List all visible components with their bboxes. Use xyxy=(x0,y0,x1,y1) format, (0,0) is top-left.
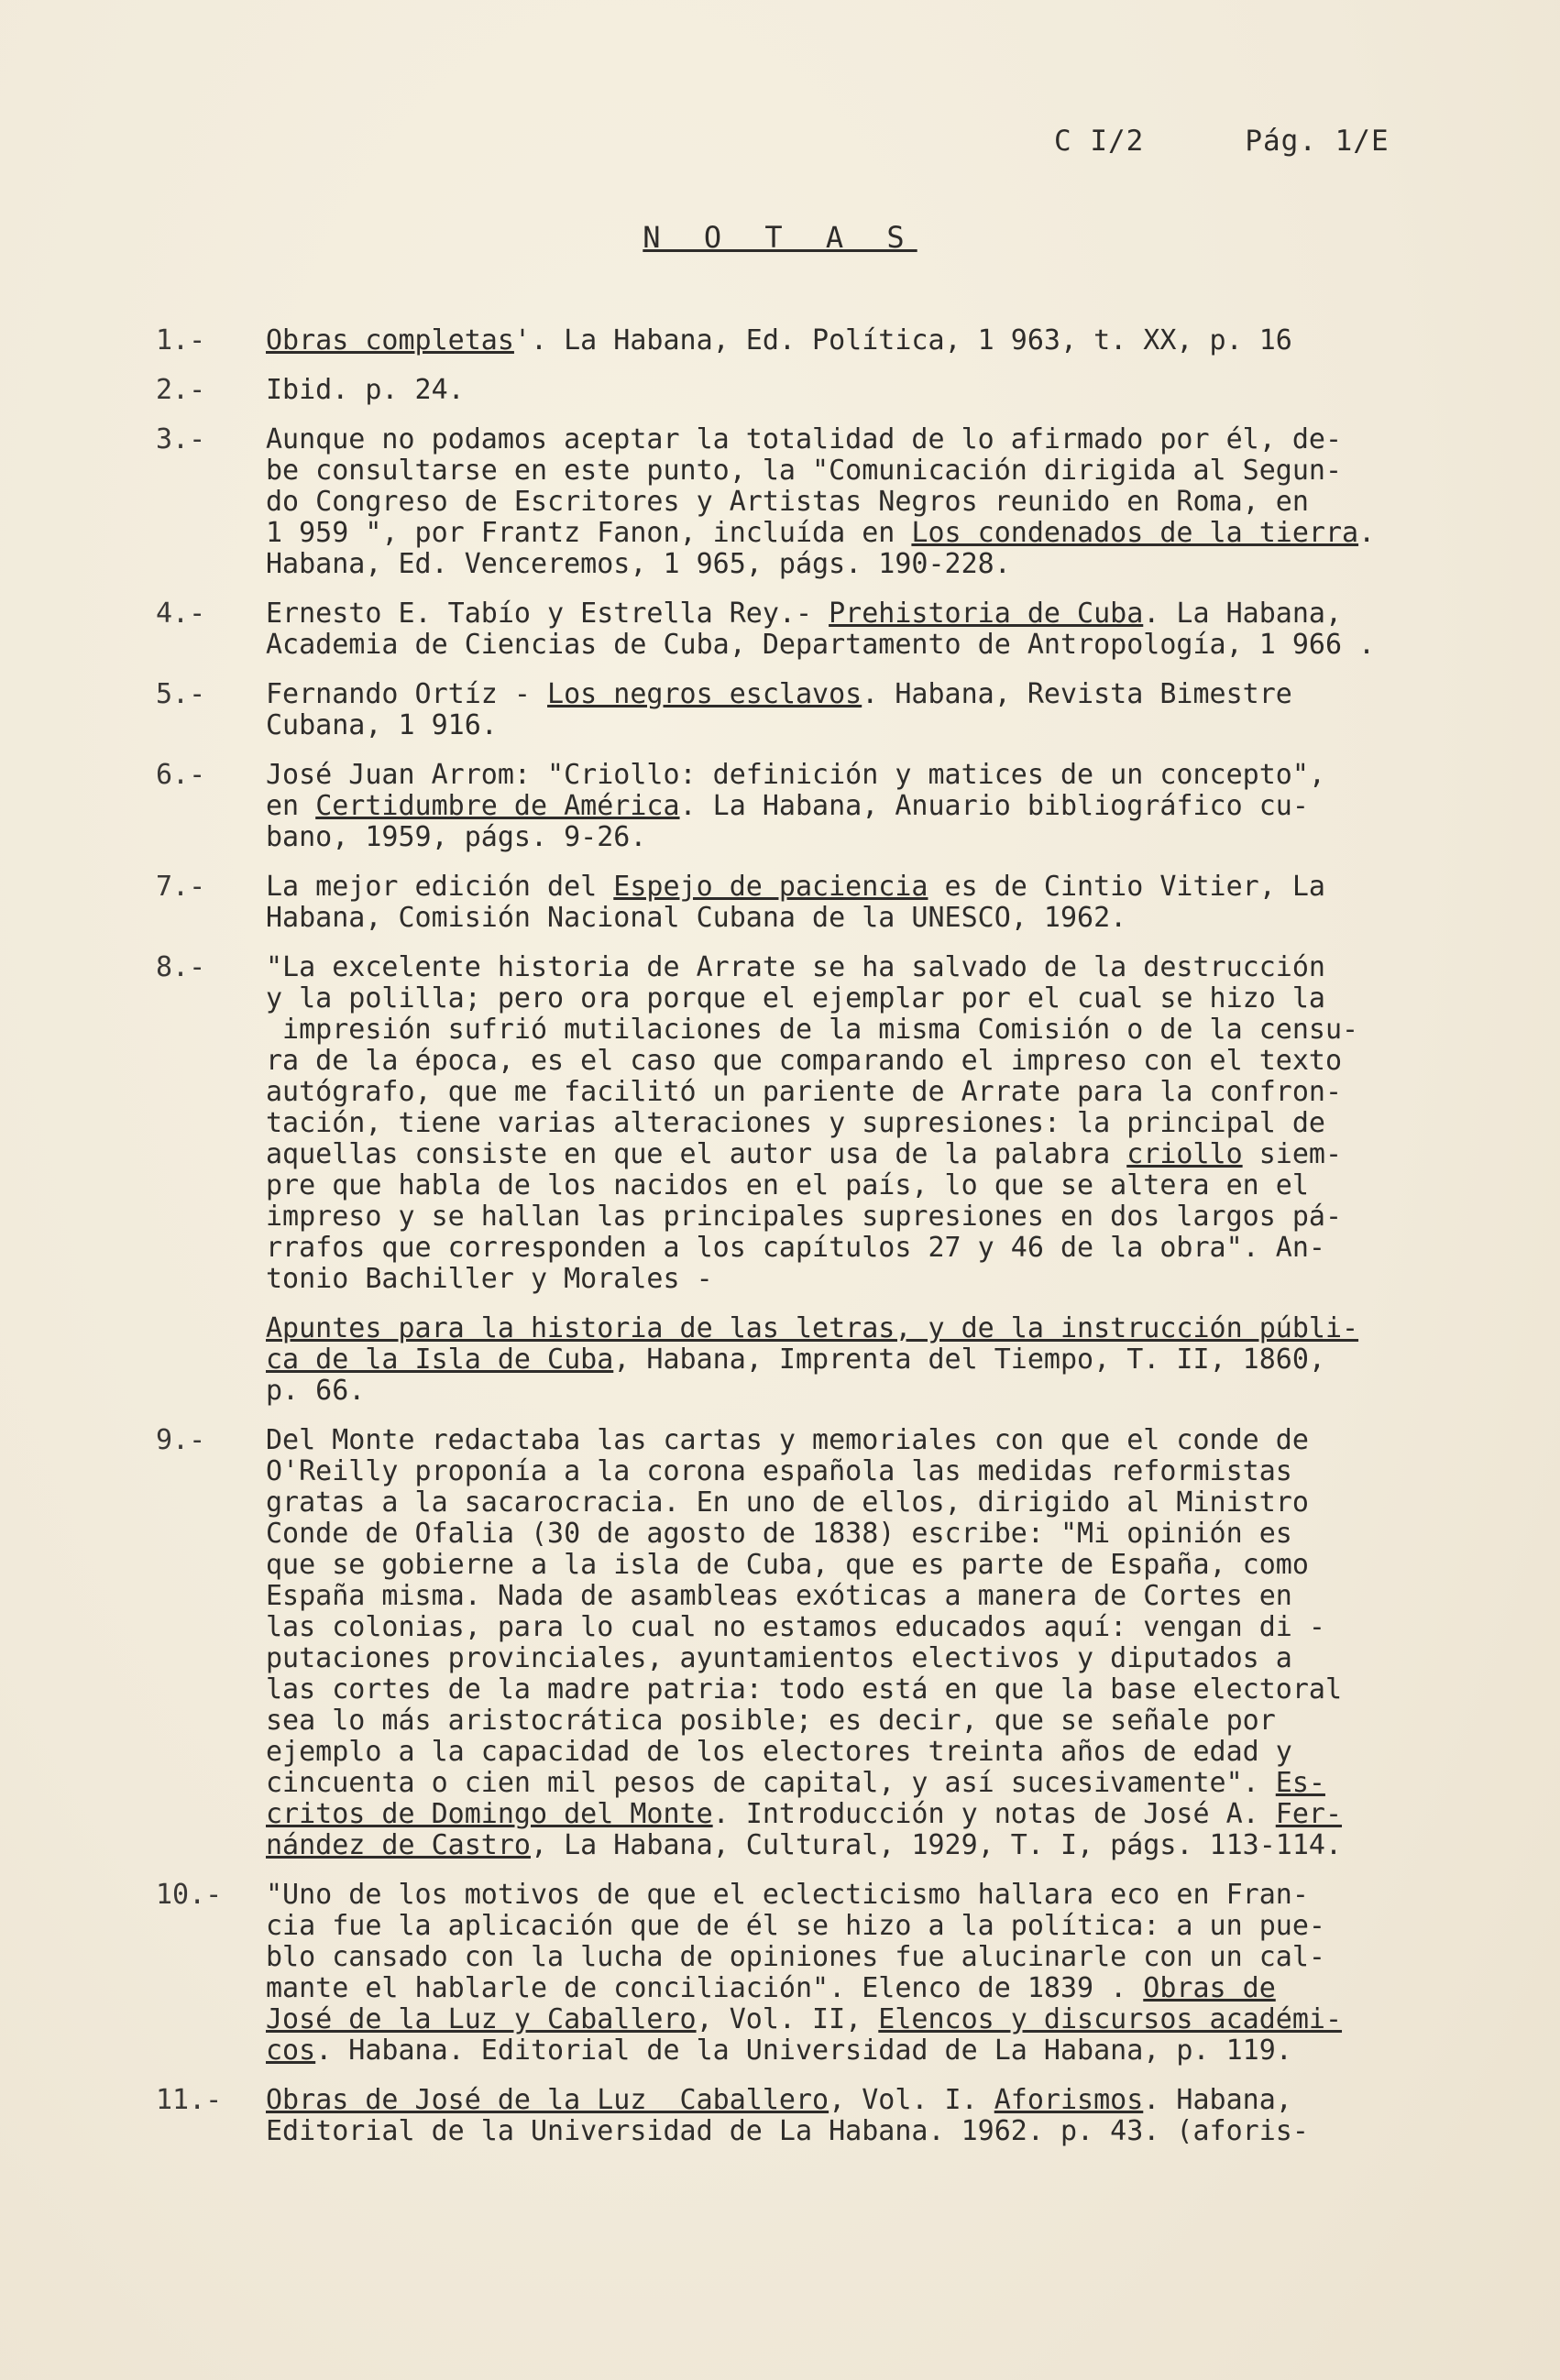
note-line xyxy=(266,760,1503,791)
underlined-title: critos de Domingo del Monte xyxy=(266,1798,713,1830)
note-item xyxy=(156,325,1512,356)
note-text: . La Habana, Anuario bibliográfico cu- xyxy=(679,790,1309,822)
note-line xyxy=(266,1880,1503,1911)
note-item xyxy=(156,1880,1512,2067)
underlined-title: Es- xyxy=(1275,1767,1325,1799)
note-text: cia fue la aplicación que de él se hizo a la política: a un pue- xyxy=(266,1910,1325,1942)
note-text: . Habana, xyxy=(1143,2084,1292,2116)
note-text: es de Cintio Vitier, La xyxy=(928,871,1325,903)
note-text: siem- xyxy=(1242,1138,1343,1170)
note-number: 6.- xyxy=(156,759,206,791)
note-text: impreso y se hallan las principales supresiones en dos largos pá- xyxy=(266,1201,1342,1233)
note-line xyxy=(266,1425,1503,1456)
page-header xyxy=(1054,125,1390,158)
note-line xyxy=(266,455,1503,487)
note-text: La mejor edición del xyxy=(266,871,614,903)
note-text: . Habana, Revista Bimestre xyxy=(862,678,1292,710)
note-text: rrafos que corresponden a los capítulos 27 y 46 de la obra". An- xyxy=(266,1232,1325,1264)
note-text: ejemplo a la capacidad de los electores treinta años de edad y xyxy=(266,1736,1292,1768)
note-text: autógrafo, que me facilitó un pariente de Arrate para la confron- xyxy=(266,1076,1342,1108)
note-item xyxy=(156,375,1512,406)
note-text: putaciones provinciales, ayuntamientos electivos y diputados a xyxy=(266,1642,1292,1674)
document-code: C I/2 xyxy=(1054,125,1145,158)
note-text: bano, 1959, págs. 9-26. xyxy=(266,821,647,853)
note-number: 4.- xyxy=(156,598,206,630)
note-body xyxy=(266,424,1503,580)
note-text: "Uno de los motivos de que el eclecticismo hallara eco en Fran- xyxy=(266,1879,1309,1911)
note-body xyxy=(266,952,1503,1407)
note-text: pre que habla de los nacidos en el país, lo que se altera en el xyxy=(266,1169,1309,1201)
note-line xyxy=(266,1737,1503,1768)
note-text: ra de la época, es el caso que comparando el impreso con el texto xyxy=(266,1045,1342,1077)
note-line xyxy=(266,1376,1503,1407)
note-number: 2.- xyxy=(156,374,206,406)
note-text: . La Habana, xyxy=(1143,598,1343,630)
underlined-title: Obras de xyxy=(1143,1972,1276,2004)
note-body xyxy=(266,1880,1503,2067)
underlined-title: nández de Castro xyxy=(266,1829,531,1861)
underlined-title: Obras de José de la Luz Caballero xyxy=(266,2084,829,2116)
note-text: Fernando Ortíz - xyxy=(266,678,548,710)
note-line xyxy=(266,2116,1503,2147)
note-line xyxy=(266,1612,1503,1643)
underlined-title: José de la Luz y Caballero xyxy=(266,2003,697,2035)
note-text: Habana, Comisión Nacional Cubana de la UNESCO, 1962. xyxy=(266,902,1127,934)
underlined-title: ca de la Isla de Cuba xyxy=(266,1344,614,1376)
underlined-title: Prehistoria de Cuba xyxy=(829,598,1144,630)
note-text: tación, tiene varias alteraciones y supresiones: la principal de xyxy=(266,1107,1325,1139)
note-text: , La Habana, Cultural, 1929, T. I, págs. 113-114. xyxy=(530,1829,1342,1861)
note-line xyxy=(266,1046,1503,1077)
note-line xyxy=(266,2004,1503,2035)
note-line xyxy=(266,375,1503,406)
note-line xyxy=(266,822,1503,853)
note-line xyxy=(266,1942,1503,1973)
note-text: cincuenta o cien mil pesos de capital, y así sucesivamente". xyxy=(266,1767,1276,1799)
note-item xyxy=(156,952,1512,1407)
note-line xyxy=(266,791,1503,822)
note-body xyxy=(266,375,1503,406)
note-line xyxy=(266,424,1503,455)
note-line xyxy=(266,325,1503,356)
note-item xyxy=(156,760,1512,853)
note-item xyxy=(156,2085,1512,2147)
note-line xyxy=(266,710,1503,741)
underlined-title: Fer- xyxy=(1275,1798,1343,1830)
note-item xyxy=(156,872,1512,934)
note-line xyxy=(266,598,1503,630)
note-line xyxy=(266,2085,1503,2116)
underlined-title: Los negros esclavos xyxy=(547,678,862,710)
note-number: 8.- xyxy=(156,951,206,983)
note-line xyxy=(266,1581,1503,1612)
note-text: y la polilla; pero ora porque el ejemplar por el cual se hizo la xyxy=(266,982,1325,1015)
note-line xyxy=(266,952,1503,983)
note-text: sea lo más aristocrática posible; es decir, que se señale por xyxy=(266,1705,1276,1737)
note-line xyxy=(266,1643,1503,1674)
note-line xyxy=(266,1264,1503,1295)
note-line xyxy=(266,872,1503,903)
note-text: mante el hablarle de conciliación". Elenco de 1839 . xyxy=(266,1972,1144,2004)
note-text: . xyxy=(1358,517,1376,549)
note-line xyxy=(266,1799,1503,1830)
note-text: España misma. Nada de asambleas exóticas a manera de Cortes en xyxy=(266,1580,1292,1612)
note-line xyxy=(266,1768,1503,1799)
note-item xyxy=(156,598,1512,661)
underlined-title: Espejo de paciencia xyxy=(613,871,928,903)
note-line xyxy=(266,1313,1503,1344)
note-line xyxy=(266,2035,1503,2067)
note-text: gratas a la sacarocracia. En uno de ellos, dirigido al Ministro xyxy=(266,1486,1309,1519)
note-line xyxy=(266,1201,1503,1233)
note-text: , Vol. II, xyxy=(696,2003,879,2035)
note-line xyxy=(266,983,1503,1015)
note-line xyxy=(266,1674,1503,1705)
notes-list xyxy=(156,325,1512,2166)
note-text: las cortes de la madre patria: todo está en que la base electoral xyxy=(266,1673,1342,1705)
note-line xyxy=(266,1973,1503,2004)
note-text: Editorial de la Universidad de La Habana. 1962. p. 43. (aforis- xyxy=(266,2115,1309,2147)
note-text: las colonias, para lo cual no estamos educados aquí: vengan di - xyxy=(266,1611,1325,1643)
note-text: Ibid. p. 24. xyxy=(266,374,465,406)
note-item xyxy=(156,1425,1512,1861)
note-line xyxy=(266,549,1503,580)
note-text: blo cansado con la lucha de opiniones fue alucinarle con un cal- xyxy=(266,1941,1325,1973)
note-text: 1 959 ", por Frantz Fanon, incluída en xyxy=(266,517,912,549)
note-text: Del Monte redactaba las cartas y memoriales con que el conde de xyxy=(266,1424,1309,1456)
note-text: p. 66. xyxy=(266,1375,366,1407)
note-text: Ernesto E. Tabío y Estrella Rey.- xyxy=(266,598,829,630)
note-line xyxy=(266,1344,1503,1376)
note-body xyxy=(266,679,1503,741)
note-text: Conde de Ofalia (30 de agosto de 1838) escribe: "Mi opinión es xyxy=(266,1518,1292,1550)
note-text: Aunque no podamos aceptar la totalidad de lo afirmado por él, de- xyxy=(266,423,1342,455)
note-citation xyxy=(266,1313,1503,1407)
note-number: 3.- xyxy=(156,423,206,455)
note-line xyxy=(266,1139,1503,1170)
note-text: Cubana, 1 916. xyxy=(266,709,498,741)
page-number: Pág. 1/E xyxy=(1245,125,1390,158)
underlined-title: Obras completas xyxy=(266,324,514,356)
note-line xyxy=(266,630,1503,661)
underlined-title: Apuntes para la historia de las letras, y de la instrucción públi- xyxy=(266,1312,1359,1344)
note-text: . Habana. Editorial de la Universidad de La Habana, p. 119. xyxy=(315,2035,1292,2067)
note-number: 11.- xyxy=(156,2084,223,2116)
note-text: que se gobierne a la isla de Cuba, que es parte de España, como xyxy=(266,1549,1309,1581)
note-line xyxy=(266,1705,1503,1737)
underlined-title: Certidumbre de América xyxy=(315,790,680,822)
note-text: Habana, Ed. Venceremos, 1 965, págs. 190-228. xyxy=(266,548,1011,580)
note-text: "La excelente historia de Arrate se ha salvado de la destrucción xyxy=(266,951,1325,983)
note-line xyxy=(266,1170,1503,1201)
note-line xyxy=(266,1487,1503,1519)
underlined-title: Los condenados de la tierra xyxy=(911,517,1359,549)
note-line xyxy=(266,1456,1503,1487)
note-line xyxy=(266,1077,1503,1108)
note-text: tonio Bachiller y Morales - xyxy=(266,1263,713,1295)
note-line xyxy=(266,1911,1503,1942)
note-line xyxy=(266,1550,1503,1581)
note-line xyxy=(266,903,1503,934)
note-number: 10.- xyxy=(156,1879,223,1911)
note-number: 9.- xyxy=(156,1424,206,1456)
underlined-title: Elencos y discursos académi- xyxy=(878,2003,1343,2035)
underlined-title: Aforismos xyxy=(994,2084,1144,2116)
note-item xyxy=(156,679,1512,741)
note-text: Academia de Ciencias de Cuba, Departamento de Antropología, 1 966 . xyxy=(266,629,1376,661)
note-line xyxy=(266,1233,1503,1264)
note-line xyxy=(266,1015,1503,1046)
note-text: do Congreso de Escritores y Artistas Negros reunido en Roma, en xyxy=(266,486,1309,518)
note-text: en xyxy=(266,790,316,822)
note-body xyxy=(266,760,1503,853)
note-number: 5.- xyxy=(156,678,206,710)
note-text: , Vol. I. xyxy=(829,2084,994,2116)
note-body xyxy=(266,2085,1503,2147)
note-text: . Introducción y notas de José A. xyxy=(712,1798,1276,1830)
note-number: 7.- xyxy=(156,871,206,903)
note-line xyxy=(266,1830,1503,1861)
note-item xyxy=(156,424,1512,580)
note-text: impresión sufrió mutilaciones de la misma Comisión o de la censu- xyxy=(266,1014,1359,1046)
underlined-title: cos xyxy=(266,2035,316,2067)
note-text: aquellas consiste en que el autor usa de la palabra xyxy=(266,1138,1127,1170)
note-body xyxy=(266,325,1503,356)
note-text: '. La Habana, Ed. Política, 1 963, t. XX, p. 16 xyxy=(513,324,1292,356)
note-text: , Habana, Imprenta del Tiempo, T. II, 1860, xyxy=(613,1344,1325,1376)
note-text: José Juan Arrom: "Criollo: definición y matices de un concepto", xyxy=(266,759,1325,791)
note-line xyxy=(266,679,1503,710)
underlined-title: criollo xyxy=(1126,1138,1243,1170)
note-body xyxy=(266,1425,1503,1861)
note-line xyxy=(266,1519,1503,1550)
note-line xyxy=(266,487,1503,518)
note-text: O'Reilly proponía a la corona española las medidas reformistas xyxy=(266,1455,1292,1487)
note-body xyxy=(266,872,1503,934)
note-line xyxy=(266,518,1503,549)
notes-title: N O T A S xyxy=(643,220,917,255)
note-number: 1.- xyxy=(156,324,206,356)
note-text: be consultarse en este punto, la "Comunicación dirigida al Segun- xyxy=(266,455,1342,487)
note-body xyxy=(266,598,1503,661)
note-line xyxy=(266,1108,1503,1139)
